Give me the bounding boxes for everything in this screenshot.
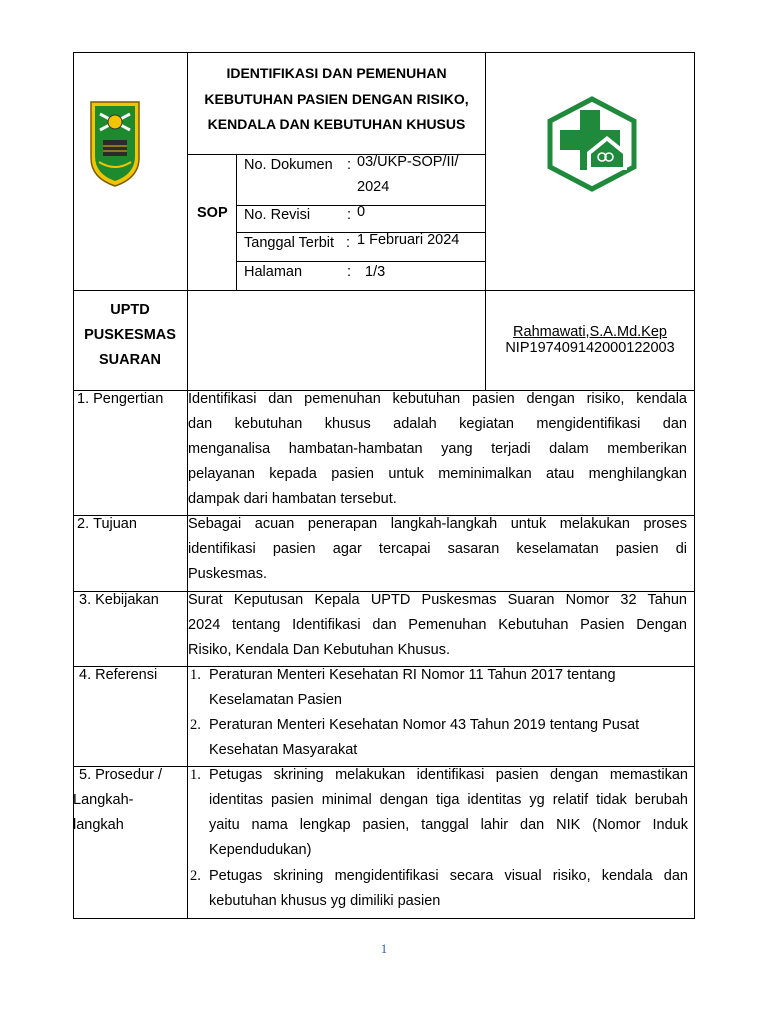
page-number: 1	[380, 941, 388, 956]
title-line: KENDALA DAN KEBUTUHAN KHUSUS	[207, 116, 466, 132]
field-separator: :	[347, 264, 352, 280]
referensi-item-line: Keselamatan Pasien	[209, 692, 342, 708]
org-name-line: UPTD	[110, 302, 150, 318]
list-number: 2.	[190, 717, 201, 733]
pengertian-line: dan kebutuhan khusus adalah kegiatan mengidentifikasi dan	[188, 416, 687, 432]
puskesmas-logo-icon	[545, 96, 639, 192]
field-value-revision: 0	[357, 204, 366, 220]
field-value-issue-date: 1 Februari 2024	[357, 232, 460, 248]
prosedur-item-line: kebutuhan khusus yg dimiliki pasien	[209, 893, 441, 909]
field-separator: :	[347, 157, 352, 173]
prosedur-item-line: Petugas skrining mengidentifikasi secara visual risiko, kendala dan	[209, 868, 688, 884]
signatory-nip: NIP197409142000122003	[505, 340, 675, 356]
section-label-referensi: 4. Referensi	[79, 667, 158, 683]
section-label-prosedur-cont: Langkah-	[73, 792, 134, 808]
pengertian-line: menganalisa hambatan-hambatan yang terjadi dalam memberikan	[188, 441, 687, 457]
prosedur-item-line: Kependudukan)	[209, 842, 312, 858]
row-divider	[73, 290, 695, 291]
field-value-document-number-cont: 2024	[357, 179, 390, 195]
list-number: 2.	[190, 868, 201, 884]
list-number: 1.	[190, 767, 201, 783]
list-number: 1.	[190, 667, 201, 683]
referensi-item-line: Peraturan Menteri Kesehatan RI Nomor 11 Tahun 2017 tentang	[209, 667, 616, 683]
tujuan-line: Puskesmas.	[188, 566, 267, 582]
title-line: IDENTIFIKASI DAN PEMENUHAN	[226, 65, 447, 81]
field-value-document-number: 03/UKP-SOP/II/	[357, 154, 459, 170]
table-border-right	[694, 52, 695, 919]
field-separator: :	[346, 235, 351, 251]
prosedur-item-line: yaitu nama lengkap pasien, tanggal lahir dan NIK (Nomor Induk	[209, 817, 688, 833]
field-value-page: 1/3	[365, 264, 386, 280]
referensi-item-line: Peraturan Menteri Kesehatan Nomor 43 Tahun 2019 tentang Pusat	[209, 717, 640, 733]
section-label-prosedur-cont: langkah	[73, 817, 124, 833]
prosedur-item-line: identitas pasien minimal dengan tiga identitas yg relatif tidak berubah	[209, 792, 688, 808]
tujuan-line: identifikasi pasien agar tercapai sasaran keselamatan pasien di	[188, 541, 687, 557]
field-label-issue-date: Tanggal Terbit	[244, 235, 335, 251]
pengertian-line: Identifikasi dan pemenuhan kebutuhan pasien dengan risiko, kendala	[188, 391, 687, 407]
section-label-pengertian: 1. Pengertian	[77, 391, 164, 407]
section-label-kebijakan: 3. Kebijakan	[79, 592, 159, 608]
field-label-document-number: No. Dokumen	[244, 157, 333, 173]
sop-label: SOP	[197, 205, 228, 221]
org-name-line: PUSKESMAS	[84, 327, 176, 343]
pengertian-line: pelayanan kepada pasien untuk meminimalkan atau menghilangkan	[188, 466, 687, 482]
kebijakan-line: 2024 tentang Identifikasi dan Pemenuhan Kebutuhan Pasien Dengan	[188, 617, 687, 633]
field-label-revision: No. Revisi	[244, 207, 311, 223]
kebijakan-line: Risiko, Kendala Dan Kebutuhan Khusus.	[188, 642, 450, 658]
org-name-line: SUARAN	[98, 352, 162, 368]
signatory-name: Rahmawati,S.A.Md.Kep	[513, 324, 667, 340]
pengertian-line: dampak dari hambatan tersebut.	[188, 491, 397, 507]
table-border-bottom	[73, 918, 695, 919]
title-line: KEBUTUHAN PASIEN DENGAN RISIKO,	[204, 90, 469, 107]
section-label-prosedur: 5. Prosedur /	[79, 767, 163, 783]
table-border-top	[73, 52, 695, 53]
field-separator: :	[347, 207, 352, 223]
regional-emblem-icon	[89, 100, 141, 188]
referensi-item-line: Kesehatan Masyarakat	[209, 742, 358, 758]
tujuan-line: Sebagai acuan penerapan langkah-langkah untuk melakukan proses	[188, 516, 687, 532]
section-label-tujuan: 2. Tujuan	[77, 516, 137, 532]
sop-label-divider	[236, 154, 237, 291]
sop-title	[189, 61, 484, 138]
field-label-page: Halaman	[244, 264, 303, 280]
prosedur-item-line: Petugas skrining melakukan identifikasi pasien dengan memastikan	[209, 767, 688, 783]
kebijakan-line: Surat Keputusan Kepala UPTD Puskesmas Suaran Nomor 32 Tahun	[188, 592, 687, 608]
